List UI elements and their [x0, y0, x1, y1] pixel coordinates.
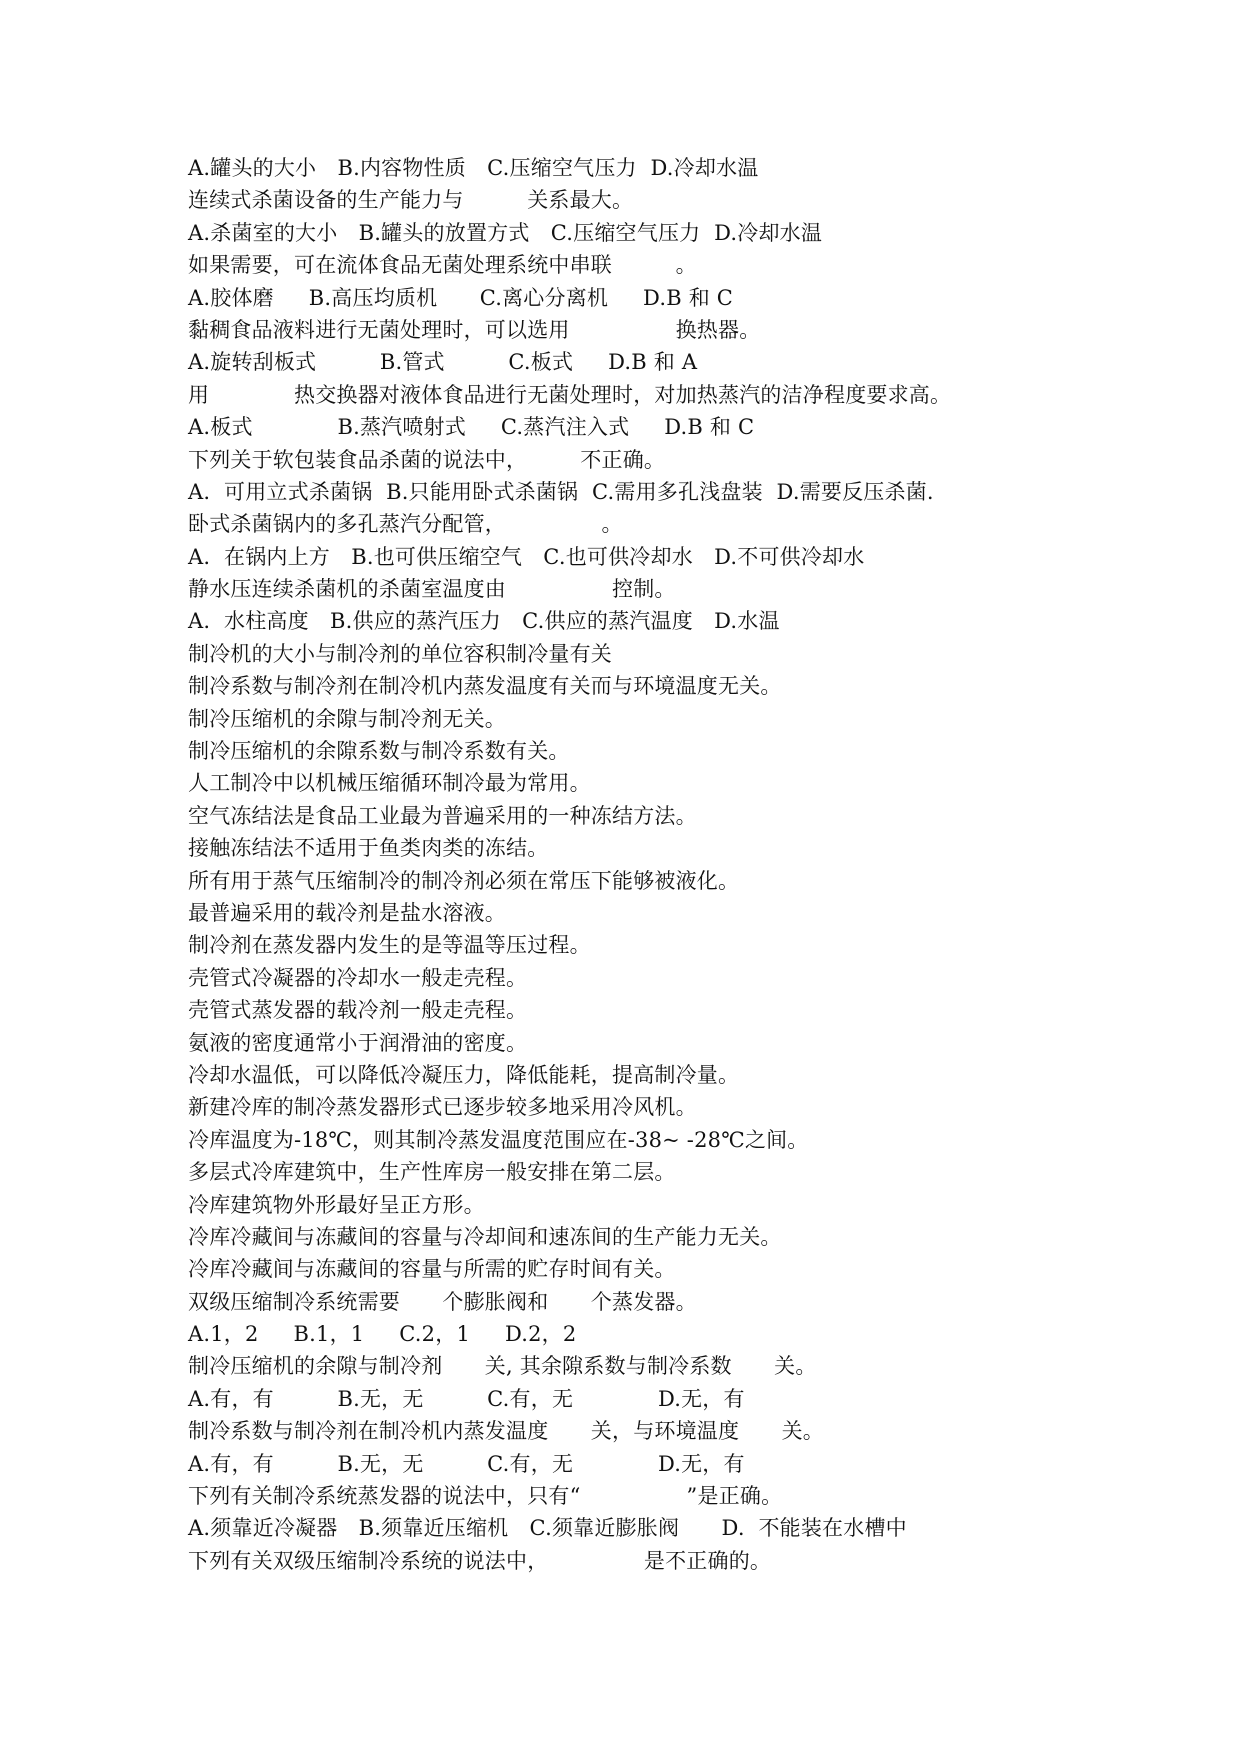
text-line: 接触冻结法不适用于鱼类肉类的冻结。: [188, 836, 549, 861]
text-line: A.旋转刮板式 B.管式 C.板式 D.B 和 A: [188, 350, 698, 375]
text-line: 连续式杀菌设备的生产能力与 关系最大。: [188, 188, 634, 213]
text-line: A.有，有 B.无，无 C.有，无 D.无，有: [188, 1451, 745, 1476]
text-line: 如果需要，可在流体食品无菌处理系统中串联 。: [188, 253, 697, 278]
text-line: 冷库建筑物外形最好呈正方形。: [188, 1192, 485, 1217]
text-line: 制冷系数与制冷剂在制冷机内蒸发温度有关而与环境温度无关。: [188, 674, 782, 699]
text-line: 冷库温度为-18℃，则其制冷蒸发温度范围应在-38~ -28℃之间。: [188, 1127, 809, 1152]
text-line: A.1，2 B.1，1 C.2，1 D.2，2: [188, 1322, 577, 1347]
text-line: A. 可用立式杀菌锅 B.只能用卧式杀菌锅 C.需用多孔浅盘装 D.需要反压杀菌.: [188, 479, 934, 504]
text-line: 空气冻结法是食品工业最为普遍采用的一种冻结方法。: [188, 803, 697, 828]
text-line: 新建冷库的制冷蒸发器形式已逐步较多地采用冷风机。: [188, 1095, 697, 1120]
text-line: A.有，有 B.无，无 C.有，无 D.无，有: [188, 1386, 745, 1411]
text-line: 冷库冷藏间与冻藏间的容量与所需的贮存时间有关。: [188, 1257, 676, 1282]
text-line: 冷库冷藏间与冻藏间的容量与冷却间和速冻间的生产能力无关。: [188, 1224, 782, 1249]
text-line: A. 水柱高度 B.供应的蒸汽压力 C.供应的蒸汽温度 D.水温: [188, 609, 780, 634]
text-line: 制冷压缩机的余隙与制冷剂无关。: [188, 706, 506, 731]
text-line: 制冷系数与制冷剂在制冷机内蒸发温度 关，与环境温度 关。: [188, 1419, 824, 1444]
text-line: 下列有关双级压缩制冷系统的说法中， 是不正确的。: [188, 1548, 772, 1573]
text-line: 最普遍采用的载冷剂是盐水溶液。: [188, 900, 506, 925]
text-line: 用 热交换器对液体食品进行无菌处理时，对加热蒸汽的洁净程度要求高。: [188, 382, 952, 407]
text-line: 制冷压缩机的余隙系数与制冷系数有关。: [188, 739, 570, 764]
text-line: 制冷剂在蒸发器内发生的是等温等压过程。: [188, 933, 591, 958]
text-line: A.杀菌室的大小 B.罐头的放置方式 C.压缩空气压力 D.冷却水温: [188, 220, 823, 245]
text-line: 卧式杀菌锅内的多孔蒸汽分配管， 。: [188, 512, 623, 537]
text-line: 静水压连续杀菌机的杀菌室温度由 控制。: [188, 577, 676, 602]
text-line: 人工制冷中以机械压缩循环制冷最为常用。: [188, 771, 591, 796]
text-line: 冷却水温低，可以降低冷凝压力，降低能耗，提高制冷量。: [188, 1062, 740, 1087]
text-line: 双级压缩制冷系统需要 个膨胀阀和 个蒸发器。: [188, 1289, 697, 1314]
text-line: 制冷机的大小与制冷剂的单位容积制冷量有关: [188, 641, 612, 666]
text-line: A.罐头的大小 B.内容物性质 C.压缩空气压力 D.冷却水温: [188, 156, 759, 180]
text-line: 黏稠食品液料进行无菌处理时，可以选用 换热器。: [188, 317, 761, 342]
text-line: 氨液的密度通常小于润滑油的密度。: [188, 1030, 528, 1055]
text-line: 下列有关制冷系统蒸发器的说法中，只有“ ”是正确。: [188, 1484, 783, 1509]
text-line: 壳管式蒸发器的载冷剂一般走壳程。: [188, 998, 528, 1023]
text-line: A.须靠近冷凝器 B.须靠近压缩机 C.须靠近膨胀阀 D. 不能装在水槽中: [188, 1516, 907, 1541]
text-line: A.板式 B.蒸汽喷射式 C.蒸汽注入式 D.B 和 C: [188, 415, 755, 440]
document-body: [188, 152, 1188, 1577]
text-line: 所有用于蒸气压缩制冷的制冷剂必须在常压下能够被液化。: [188, 868, 740, 893]
text-line: A. 在锅内上方 B.也可供压缩空气 C.也可供冷却水 D.不可供冷却水: [188, 544, 865, 569]
text-line: A.胶体磨 B.高压均质机 C.离心分离机 D.B 和 C: [188, 285, 734, 310]
text-line: 下列关于软包装食品杀菌的说法中， 不正确。: [188, 447, 666, 472]
text-line: 制冷压缩机的余隙与制冷剂 关, 其余隙系数与制冷系数 关。: [188, 1354, 817, 1379]
text-line: 多层式冷库建筑中，生产性库房一般安排在第二层。: [188, 1160, 676, 1185]
text-line: 壳管式冷凝器的冷却水一般走壳程。: [188, 965, 528, 990]
